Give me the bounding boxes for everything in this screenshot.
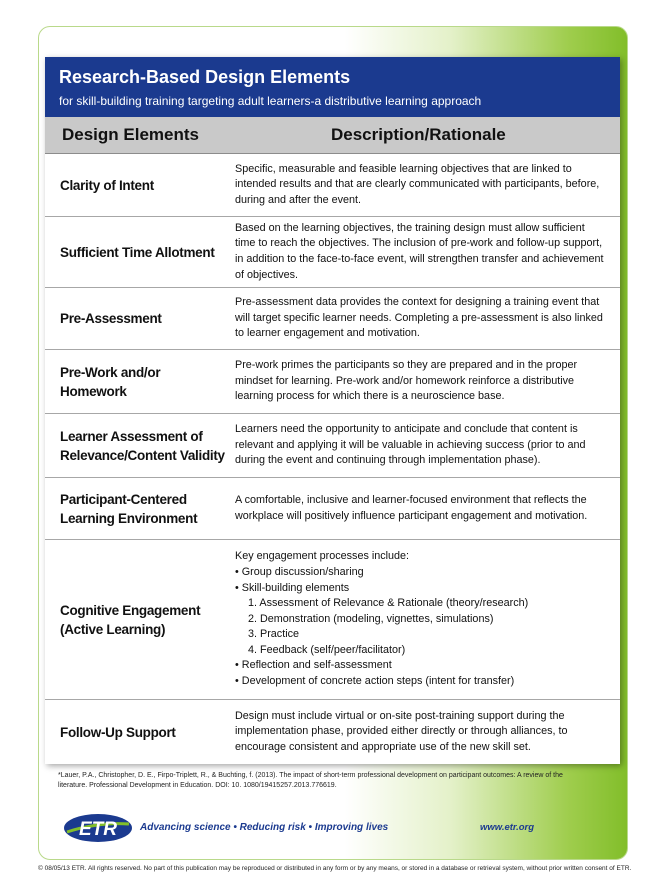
list-item: 4. Feedback (self/peer/facilitator) — [248, 643, 406, 656]
list-item: 2. Demonstration (modeling, vignettes, simulations) — [248, 612, 494, 625]
row-description: Design must include virtual or on-site post-training support during the implementation phase, provided either directly or through alliances, to encourage consistent and appropriate use of the new skill set. — [235, 709, 568, 753]
table-header — [45, 57, 620, 117]
engagement-process-list — [235, 549, 528, 689]
table-row — [45, 414, 620, 478]
list-intro: Key engagement processes include: — [235, 550, 410, 563]
row-element-name: Cognitive Engagement (Active Learning) — [60, 602, 201, 637]
page-subtitle: for skill-building training targeting adult learners-a distributive learning approach — [59, 94, 482, 108]
list-item: • Group discussion/sharing — [235, 565, 528, 581]
row-description: Based on the learning objectives, the training design must allow sufficient time to reach the objectives. The inclusion of pre-work and follow-up support, in addition to the face-to-face event, will strengthen transfer and achievement of objectives. — [235, 221, 604, 281]
list-item: • Reflection and self-assessment — [235, 658, 528, 674]
table-row — [45, 350, 620, 414]
column-header-description: Description/Rationale — [331, 125, 506, 144]
table-row — [45, 700, 620, 764]
design-elements-table — [45, 57, 620, 764]
table-row — [45, 540, 620, 700]
table-row — [45, 217, 620, 288]
table-row — [45, 288, 620, 350]
row-element-name: Participant-Centered Learning Environment — [60, 491, 198, 526]
etr-logo — [63, 813, 133, 843]
citation-footnote: *Lauer, P.A., Christopher, D. E., Firpo-Triplett, R., & Buchting, f. (2013). The impact of short-term professional development on participant outcomes: A review of the literature. Professional Development in Education. DOI: 10. 1080/19415257.2013.776619. — [58, 772, 563, 789]
row-description: Pre-assessment data provides the context for designing a training event that will target specific learner needs. Completing a pre-assessment is also linked to learner engagement and motivation. — [235, 296, 603, 340]
list-item: • Development of concrete action steps (intent for transfer) — [235, 674, 528, 690]
row-element-name: Pre-Work and/or Homework — [60, 364, 161, 399]
row-element-name: Follow-Up Support — [60, 724, 176, 740]
row-element-name: Learner Assessment of Relevance/Content Validity — [60, 428, 225, 463]
footer-website-link[interactable]: www.etr.org — [480, 822, 535, 833]
row-description: Pre-work primes the participants so they are prepared and in the proper mindset for learning. Pre-work and/or homework reinforce a distributive learning process for which there is a neuroscience base. — [235, 359, 578, 403]
table-body — [45, 154, 620, 764]
list-item: 3. Practice — [248, 628, 300, 641]
column-header-design-elements: Design Elements — [62, 125, 199, 144]
page-title: Research-Based Design Elements — [59, 67, 351, 87]
row-element-name: Pre-Assessment — [60, 311, 162, 326]
list-item: • Skill-building elements — [235, 581, 528, 597]
list-item: 1. Assessment of Relevance & Rationale (theory/research) — [248, 597, 529, 610]
copyright-notice: © 08/05/13 ETR. All rights reserved. No part of this publication may be reproduced or distributed in any form or by any means, or stored in a database or retrieval system, without prior written consent of ETR. — [38, 865, 632, 872]
table-row — [45, 154, 620, 217]
row-description: Specific, measurable and feasible learning objectives that are linked to intended results and that are clearly communicated with participants, before, during and after the event. — [235, 162, 600, 206]
row-description: Learners need the opportunity to anticipate and conclude that content is relevant and applying it will be valuable in achieving success (prior to and during the event and continuing through implementation phase). — [235, 423, 586, 467]
row-element-name: Clarity of Intent — [60, 177, 154, 193]
row-element-name: Sufficient Time Allotment — [60, 244, 215, 260]
column-header-row — [45, 117, 620, 154]
footer-tagline: Advancing science • Reducing risk • Improving lives — [140, 822, 389, 833]
row-description: A comfortable, inclusive and learner-focused environment that reflects the workplace will positively influence participant engagement and motivation. — [235, 493, 588, 522]
row-description-list — [235, 540, 607, 699]
table-row — [45, 478, 620, 540]
logo-text: ETR — [79, 819, 117, 840]
